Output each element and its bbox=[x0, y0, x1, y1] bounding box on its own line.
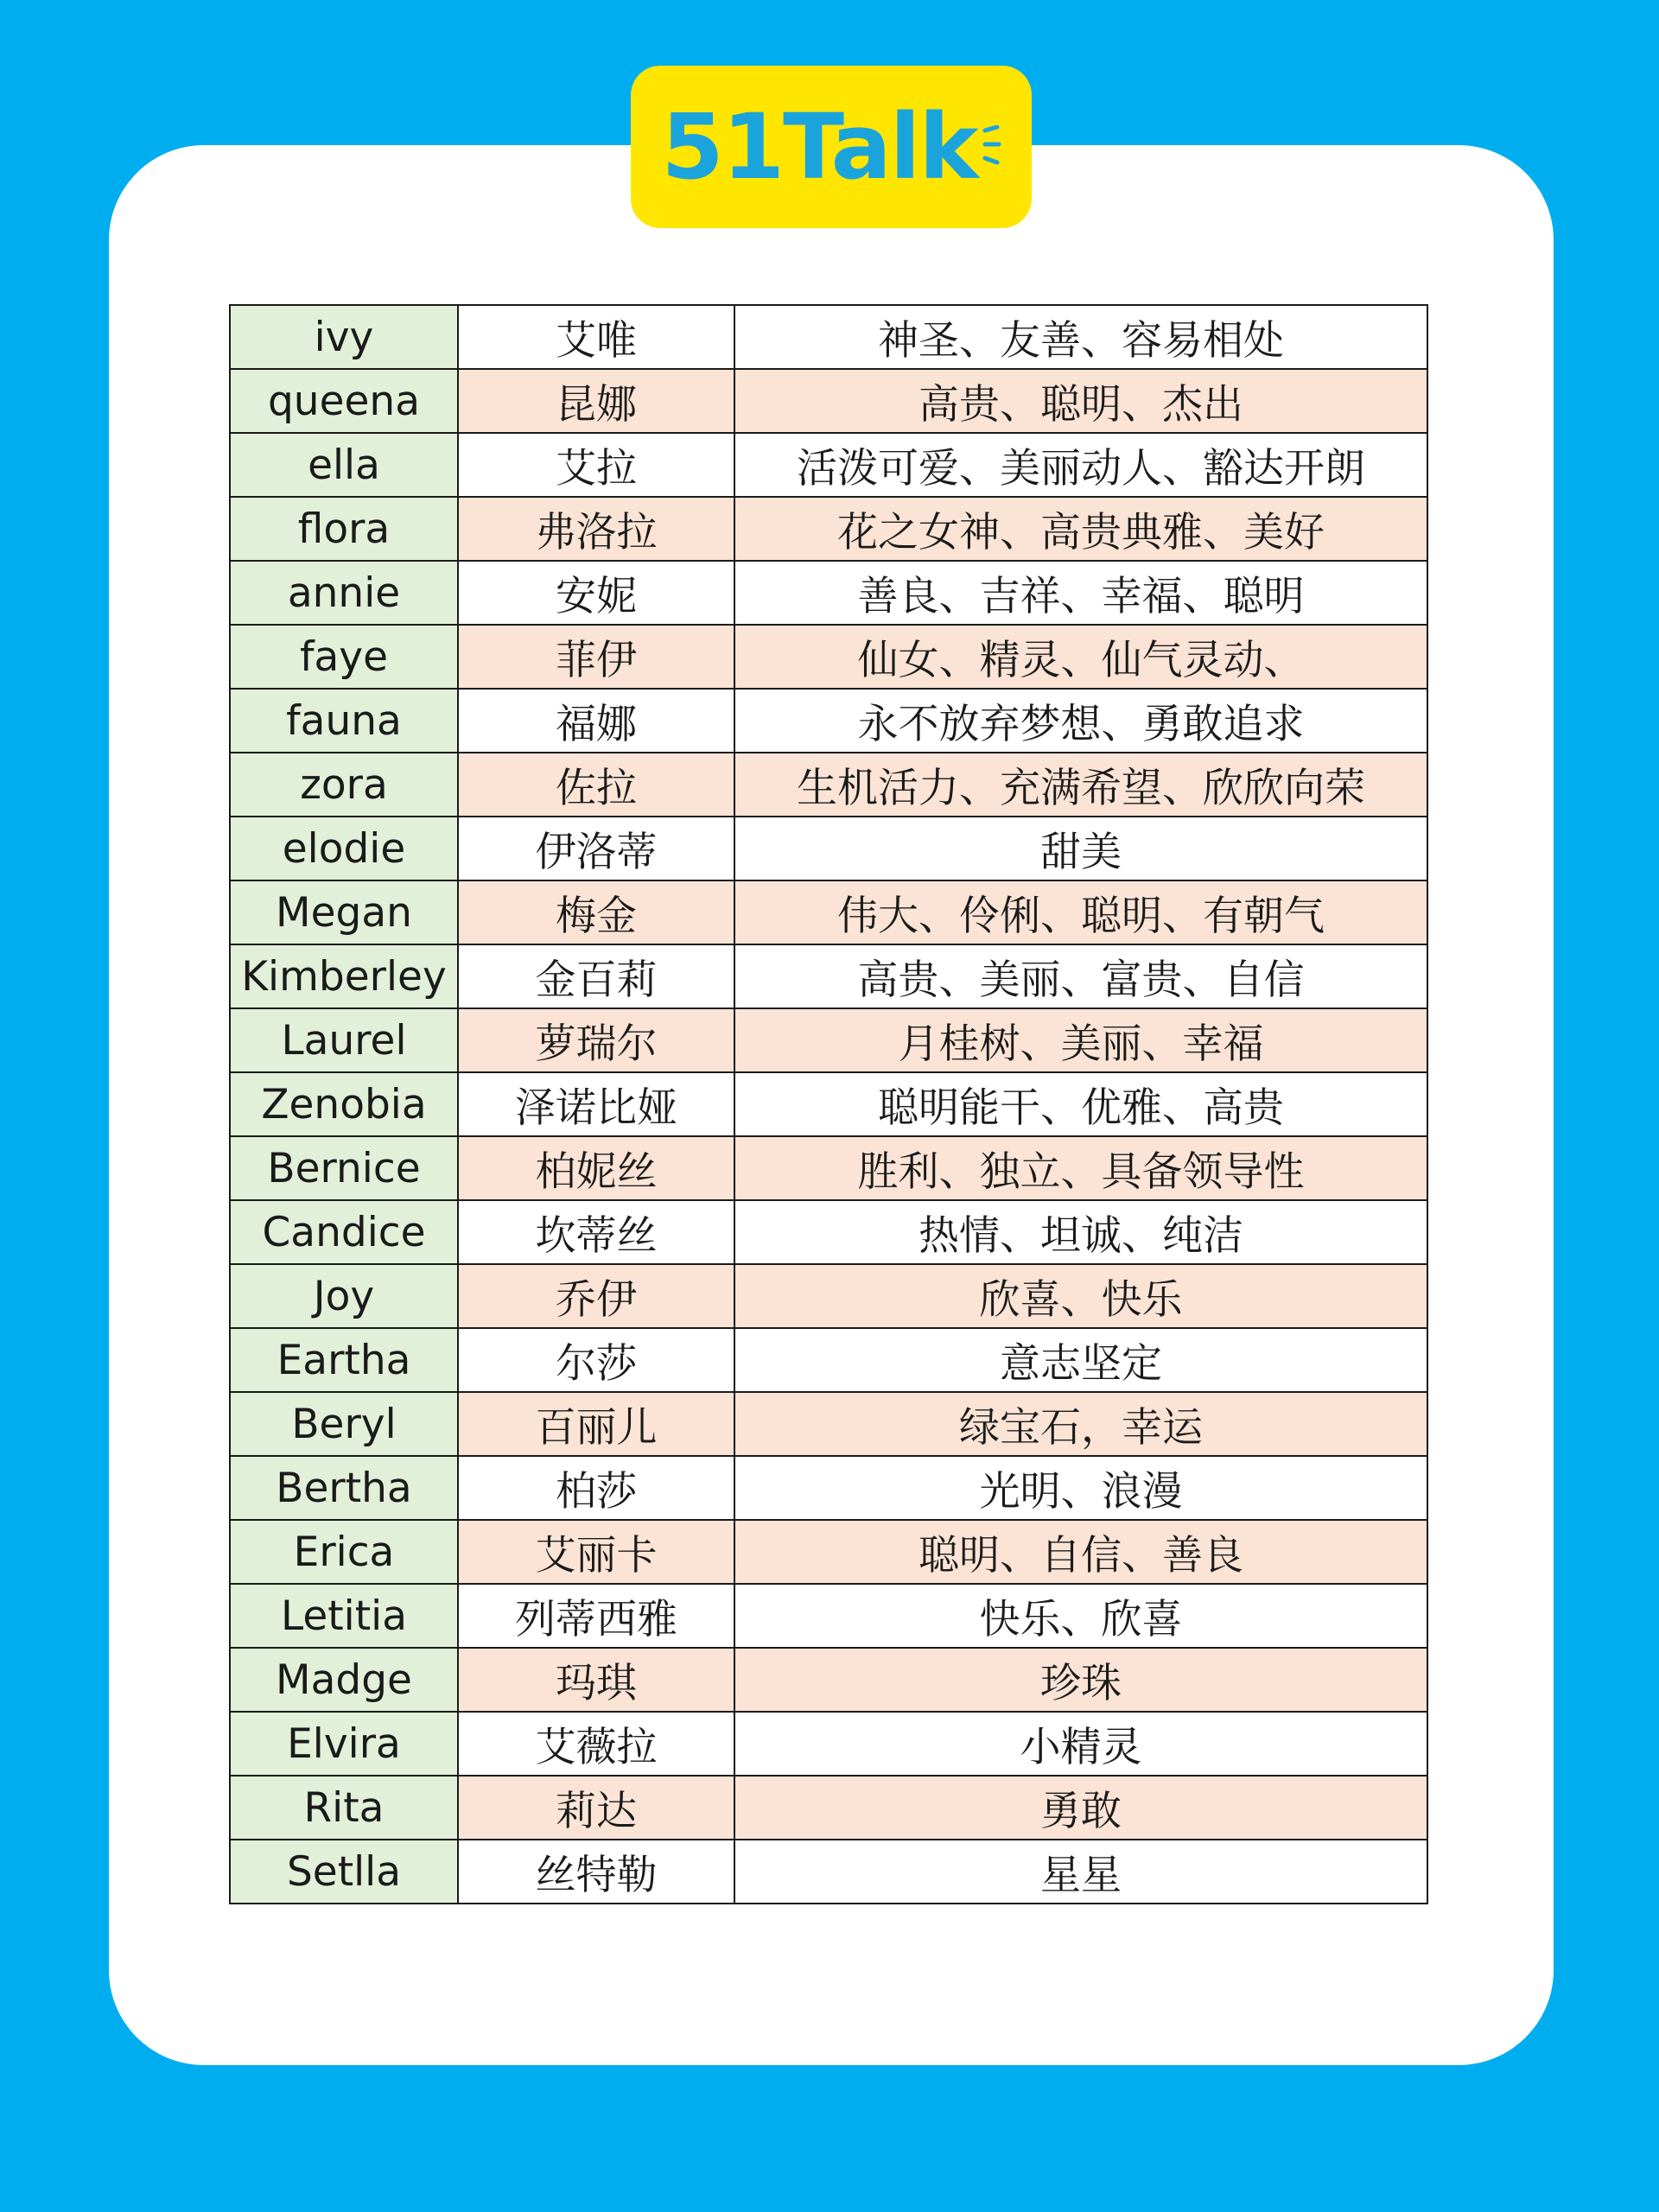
chinese-name-cell: 艾唯 bbox=[458, 305, 734, 369]
table-row bbox=[230, 497, 1427, 561]
chinese-name-cell: 丝特勒 bbox=[458, 1840, 734, 1904]
chinese-name-cell: 艾拉 bbox=[458, 433, 734, 497]
meaning-cell: 活泼可爱、美丽动人、豁达开朗 bbox=[734, 433, 1427, 497]
chinese-name-cell: 佐拉 bbox=[458, 753, 734, 817]
english-name-cell: annie bbox=[230, 561, 458, 625]
table-row bbox=[230, 561, 1427, 625]
english-name-cell: ella bbox=[230, 433, 458, 497]
chinese-name-cell: 柏妮丝 bbox=[458, 1136, 734, 1200]
table-row bbox=[230, 944, 1427, 1008]
chinese-name-cell: 伊洛蒂 bbox=[458, 817, 734, 880]
chinese-name-cell: 福娜 bbox=[458, 689, 734, 753]
meaning-cell: 胜利、独立、具备领导性 bbox=[734, 1136, 1427, 1200]
english-name-cell: Setlla bbox=[230, 1840, 458, 1904]
meaning-cell: 甜美 bbox=[734, 817, 1427, 880]
table-row bbox=[230, 1520, 1427, 1584]
chinese-name-cell: 艾薇拉 bbox=[458, 1712, 734, 1776]
table-row bbox=[230, 1264, 1427, 1328]
chinese-name-cell: 金百莉 bbox=[458, 944, 734, 1008]
chinese-name-cell: 泽诺比娅 bbox=[458, 1072, 734, 1136]
meaning-cell: 意志坚定 bbox=[734, 1328, 1427, 1392]
table-row bbox=[230, 689, 1427, 753]
table-row bbox=[230, 625, 1427, 689]
english-name-cell: Candice bbox=[230, 1200, 458, 1264]
table-row bbox=[230, 1456, 1427, 1520]
table-row bbox=[230, 1328, 1427, 1392]
meaning-cell: 花之女神、高贵典雅、美好 bbox=[734, 497, 1427, 561]
meaning-cell: 善良、吉祥、幸福、聪明 bbox=[734, 561, 1427, 625]
chinese-name-cell: 安妮 bbox=[458, 561, 734, 625]
english-name-cell: zora bbox=[230, 753, 458, 817]
english-name-cell: Joy bbox=[230, 1264, 458, 1328]
meaning-cell: 绿宝石，幸运 bbox=[734, 1392, 1427, 1456]
chinese-name-cell: 尔莎 bbox=[458, 1328, 734, 1392]
table-row bbox=[230, 1840, 1427, 1904]
english-name-cell: fauna bbox=[230, 689, 458, 753]
table-row bbox=[230, 753, 1427, 817]
chinese-name-cell: 萝瑞尔 bbox=[458, 1008, 734, 1072]
english-name-cell: Megan bbox=[230, 880, 458, 944]
meaning-cell: 热情、坦诚、纯洁 bbox=[734, 1200, 1427, 1264]
english-name-cell: flora bbox=[230, 497, 458, 561]
chinese-name-cell: 百丽儿 bbox=[458, 1392, 734, 1456]
chinese-name-cell: 菲伊 bbox=[458, 625, 734, 689]
english-name-cell: Elvira bbox=[230, 1712, 458, 1776]
english-name-cell: Madge bbox=[230, 1648, 458, 1712]
table-row bbox=[230, 1136, 1427, 1200]
chinese-name-cell: 弗洛拉 bbox=[458, 497, 734, 561]
meaning-cell: 勇敢 bbox=[734, 1776, 1427, 1840]
english-name-cell: faye bbox=[230, 625, 458, 689]
table-row bbox=[230, 1072, 1427, 1136]
meaning-cell: 小精灵 bbox=[734, 1712, 1427, 1776]
table-row bbox=[230, 817, 1427, 880]
meaning-cell: 珍珠 bbox=[734, 1648, 1427, 1712]
chinese-name-cell: 乔伊 bbox=[458, 1264, 734, 1328]
english-name-cell: Letitia bbox=[230, 1584, 458, 1648]
chinese-name-cell: 玛琪 bbox=[458, 1648, 734, 1712]
english-name-cell: Laurel bbox=[230, 1008, 458, 1072]
table-row bbox=[230, 1392, 1427, 1456]
brand-logo-text: 51Talk bbox=[661, 94, 977, 200]
meaning-cell: 高贵、聪明、杰出 bbox=[734, 369, 1427, 433]
meaning-cell: 永不放弃梦想、勇敢追求 bbox=[734, 689, 1427, 753]
table-row bbox=[230, 880, 1427, 944]
meaning-cell: 生机活力、充满希望、欣欣向荣 bbox=[734, 753, 1427, 817]
table-row bbox=[230, 1200, 1427, 1264]
meaning-cell: 快乐、欣喜 bbox=[734, 1584, 1427, 1648]
brand-logo bbox=[631, 66, 1032, 228]
table-row bbox=[230, 305, 1427, 369]
chinese-name-cell: 昆娜 bbox=[458, 369, 734, 433]
names-table-body bbox=[230, 305, 1427, 1904]
english-name-cell: Kimberley bbox=[230, 944, 458, 1008]
chinese-name-cell: 列蒂西雅 bbox=[458, 1584, 734, 1648]
table-row bbox=[230, 433, 1427, 497]
table-row bbox=[230, 1584, 1427, 1648]
meaning-cell: 仙女、精灵、仙气灵动、 bbox=[734, 625, 1427, 689]
english-name-cell: queena bbox=[230, 369, 458, 433]
english-name-cell: Beryl bbox=[230, 1392, 458, 1456]
meaning-cell: 聪明、自信、善良 bbox=[734, 1520, 1427, 1584]
names-table bbox=[229, 304, 1428, 1904]
meaning-cell: 月桂树、美丽、幸福 bbox=[734, 1008, 1427, 1072]
english-name-cell: Bertha bbox=[230, 1456, 458, 1520]
english-name-cell: Zenobia bbox=[230, 1072, 458, 1136]
meaning-cell: 聪明能干、优雅、高贵 bbox=[734, 1072, 1427, 1136]
chinese-name-cell: 莉达 bbox=[458, 1776, 734, 1840]
meaning-cell: 星星 bbox=[734, 1840, 1427, 1904]
meaning-cell: 伟大、伶俐、聪明、有朝气 bbox=[734, 880, 1427, 944]
table-row bbox=[230, 1008, 1427, 1072]
table-row bbox=[230, 369, 1427, 433]
english-name-cell: Rita bbox=[230, 1776, 458, 1840]
english-name-cell: Erica bbox=[230, 1520, 458, 1584]
english-name-cell: Bernice bbox=[230, 1136, 458, 1200]
chinese-name-cell: 艾丽卡 bbox=[458, 1520, 734, 1584]
chinese-name-cell: 梅金 bbox=[458, 880, 734, 944]
sound-waves-icon bbox=[982, 125, 1001, 168]
english-name-cell: ivy bbox=[230, 305, 458, 369]
table-row bbox=[230, 1776, 1427, 1840]
english-name-cell: Eartha bbox=[230, 1328, 458, 1392]
chinese-name-cell: 坎蒂丝 bbox=[458, 1200, 734, 1264]
meaning-cell: 光明、浪漫 bbox=[734, 1456, 1427, 1520]
table-row bbox=[230, 1712, 1427, 1776]
meaning-cell: 神圣、友善、容易相处 bbox=[734, 305, 1427, 369]
chinese-name-cell: 柏莎 bbox=[458, 1456, 734, 1520]
meaning-cell: 高贵、美丽、富贵、自信 bbox=[734, 944, 1427, 1008]
english-name-cell: elodie bbox=[230, 817, 458, 880]
meaning-cell: 欣喜、快乐 bbox=[734, 1264, 1427, 1328]
table-row bbox=[230, 1648, 1427, 1712]
